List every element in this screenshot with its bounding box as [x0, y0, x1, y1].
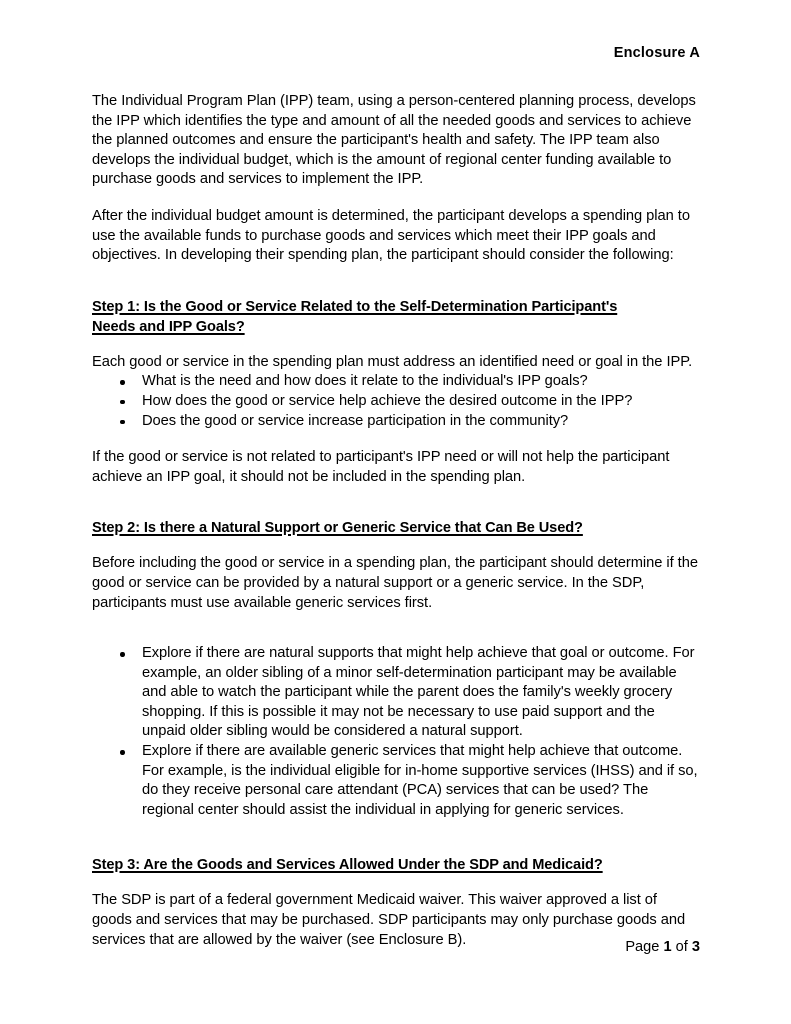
footer-prefix: Page	[625, 939, 664, 955]
step-1-heading-line-2: Needs and IPP Goals?	[92, 318, 245, 335]
page-footer	[92, 938, 700, 957]
section-spacer	[92, 504, 700, 518]
footer-middle: of	[671, 939, 692, 955]
list-item-text: Explore if there are natural supports that might help achieve that goal or outcome. For example, an older sibling of a minor self-determination participant may be available and able to watch the participant while the parent does the family's weekly grocery shopping. If this is possible it may not be necessary to use paid support and the unpaid older sibling would be considered a natural support.	[142, 645, 695, 740]
step-2-bullet-list	[92, 644, 700, 820]
footer-current-page: 1	[663, 939, 672, 955]
document-content	[92, 44, 700, 967]
section-spacer	[92, 630, 700, 644]
step-2-lead-paragraph: Before including the good or service in a spending plan, the participant should determine if the good or service can be provided by a natural support or a generic service. In the SDP, participants must use available generic services first.	[92, 555, 698, 611]
bullet-dot-icon	[120, 400, 125, 405]
step-3-heading-line-1: Step 3: Are the Goods and Services Allowed Under the SDP and Medicaid?	[92, 857, 603, 874]
list-item	[92, 742, 700, 820]
step-2-heading	[92, 518, 700, 538]
bullet-dot-icon	[120, 652, 125, 657]
step-1-closing-paragraph: If the good or service is not related to participant's IPP need or will not help the participant achieve an IPP goal, it should not be included in the spending plan.	[92, 449, 670, 485]
intro-paragraph-2: After the individual budget amount is determined, the participant develops a spending plan to use the available funds to purchase goods and services which meet their IPP goals and objectives. In developing their spending plan, the participant should consider the following:	[92, 207, 690, 264]
step-1-lead-paragraph: Each good or service in the spending plan must address an identified need or goal in the IPP.	[92, 353, 693, 370]
list-item	[92, 372, 700, 392]
list-item	[92, 392, 700, 412]
step-3-heading	[92, 855, 700, 875]
step-1-bullet-list	[92, 372, 700, 431]
step-2-heading-line-1: Step 2: Is there a Natural Support or Generic Service that Can Be Used?	[92, 520, 583, 537]
list-item-text: Does the good or service increase participation in the community?	[142, 412, 569, 429]
intro-paragraph-1: The Individual Program Plan (IPP) team, using a person-centered planning process, develops the IPP which identifies the type and amount of all the needed goods and services to achieve the planned outcomes and ensure the participant's health and safety. The IPP team also develops the individual budget, which is the amount of regional center funding available to purchase goods and services to implement the IPP.	[92, 93, 696, 188]
step-3-lead-paragraph: The SDP is part of a federal government Medicaid waiver. This waiver approved a list of goods and services that may be purchased. SDP participants may only purchase goods and services that are allowed by the waiver (see Enclosure B).	[92, 892, 686, 948]
bullet-dot-icon	[120, 380, 125, 385]
list-item	[92, 644, 700, 742]
list-item-text: How does the good or service help achieve the desired outcome in the IPP?	[142, 392, 633, 409]
document-header-label: Enclosure A	[613, 45, 700, 61]
section-spacer	[92, 283, 700, 297]
list-item-text: Explore if there are available generic services that might help achieve that outcome. For example, is the individual eligible for in-home supportive services (IHSS) and if so, do they receive personal care attendant (PCA) services that can be used? The regional center should assist the individual in applying for generic services.	[142, 743, 698, 818]
footer-total-pages: 3	[691, 939, 700, 955]
bullet-dot-icon	[120, 420, 125, 425]
list-item-text: What is the need and how does it relate to the individual's IPP goals?	[142, 373, 588, 390]
step-1-heading-line-1: Step 1: Is the Good or Service Related to the Self-Determination Participant's	[92, 298, 618, 315]
section-spacer	[92, 837, 700, 855]
bullet-dot-icon	[120, 750, 125, 755]
list-item	[92, 412, 700, 432]
step-1-heading	[92, 297, 700, 337]
